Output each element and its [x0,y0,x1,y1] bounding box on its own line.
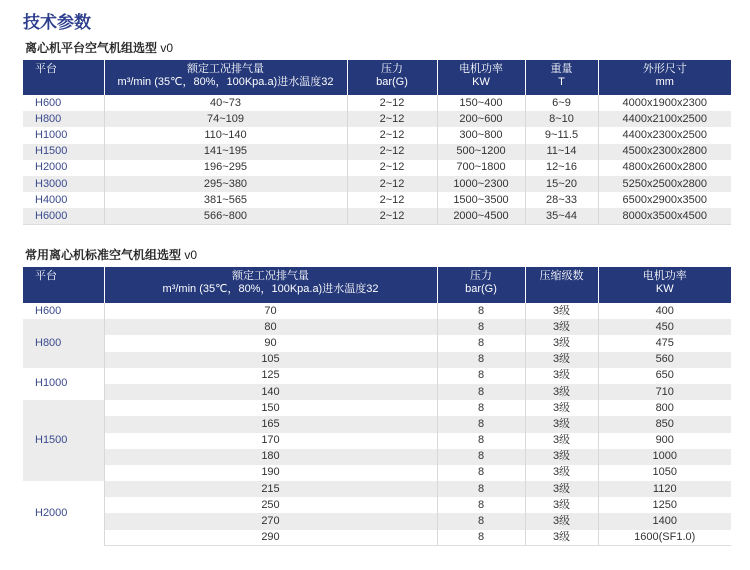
caption-suffix: v0 [160,41,174,55]
column-header [104,60,347,95]
table-cell: 566~800 [104,208,347,224]
table-row [23,513,731,529]
table-cell: 1250 [598,497,731,513]
column-header [437,60,525,95]
standard-selection-table [23,267,731,546]
table-cell: 3级 [525,481,598,497]
table-cell: 190 [104,465,437,481]
table-cell: 125 [104,368,437,384]
table-cell: 8 [437,303,525,319]
table-cell: 8 [437,416,525,432]
header-line: 外形尺寸 [642,63,687,75]
table-cell: 6500x2900x3500 [598,192,731,208]
table-cell: 2~12 [347,208,437,224]
header-line: 平台 [35,270,57,282]
table-cell: 140 [104,384,437,400]
table-cell: 300~800 [437,127,525,143]
table-row [23,160,731,176]
table-cell: 270 [104,513,437,529]
table-cell: 80 [104,319,437,335]
table-cell: 3级 [525,368,598,384]
table-row [23,433,731,449]
table-cell: 4500x2300x2800 [598,144,731,160]
table-cell: 90 [104,335,437,351]
table-cell: 70 [104,303,437,319]
table2-caption [25,246,197,263]
platform-cell: H600 [23,303,104,319]
table-cell: 105 [104,352,437,368]
table-cell: 1000 [598,449,731,465]
table-cell: 8 [437,352,525,368]
table-cell: 2000~4500 [437,208,525,224]
table-row [23,303,731,319]
header-line: 压力 [381,63,403,75]
table-cell: 3级 [525,433,598,449]
table1-caption [25,39,173,56]
table-cell: 3级 [525,513,598,529]
table-row [23,192,731,208]
table-cell: 3级 [525,416,598,432]
table-row [23,111,731,127]
column-header [347,60,437,95]
header-line: m³/min (35℃，80%，100Kpa.a)进水温度32 [117,76,334,88]
platform-cell: H1000 [23,368,104,400]
table-cell: 2~12 [347,176,437,192]
table-cell: 3级 [525,530,598,546]
table-cell: 9~11.5 [525,127,598,143]
platform-cell: H3000 [23,176,104,192]
table-cell: 295~380 [104,176,347,192]
table-cell: 3级 [525,335,598,351]
platform-cell: H2000 [35,161,68,174]
column-header [23,60,104,95]
table-cell: 8000x3500x4500 [598,208,731,224]
caption-suffix: v0 [184,248,198,262]
table-cell: 8 [437,481,525,497]
table-row [23,319,731,335]
column-header [23,267,104,303]
table-cell: 2~12 [347,127,437,143]
header-line: m³/min (35℃，80%，100Kpa.a)进水温度32 [162,283,379,295]
table-cell: 4400x2300x2500 [598,127,731,143]
table-cell: 3级 [525,449,598,465]
table-cell: 12~16 [525,160,598,176]
table-cell: 8 [437,335,525,351]
header-line: 压力 [470,270,492,282]
table-cell: 8 [437,449,525,465]
table-cell: 28~33 [525,192,598,208]
table-cell: 3级 [525,352,598,368]
table-cell: 4800x2600x2800 [598,160,731,176]
column-header [525,60,598,95]
header-line: 压缩级数 [539,270,584,282]
table-cell: 3级 [525,465,598,481]
header-line: 平台 [35,63,57,75]
table-row [23,384,731,400]
header-line: 额定工况排气量 [232,270,309,282]
table-cell: 800 [598,400,731,416]
table-cell: 250 [104,497,437,513]
platform-cell: H1500 [23,400,104,481]
table-cell: 8 [437,400,525,416]
table-cell: 180 [104,449,437,465]
table-cell: 450 [598,319,731,335]
platform-cell: H800 [23,319,104,368]
table-cell: 8 [437,433,525,449]
table-cell: 2~12 [347,95,437,111]
platform-cell: H1000 [35,128,68,141]
table-cell: 1600(SF1.0) [598,530,731,546]
column-header [525,267,598,303]
header-line: bar(G) [465,283,497,295]
table-cell: 40~73 [104,95,347,111]
table-cell: 650 [598,368,731,384]
table-cell: 400 [598,303,731,319]
header-line: 重量 [550,63,573,75]
table-cell: 15~20 [525,176,598,192]
table-cell: 1000~2300 [437,176,525,192]
header-line: T [558,76,565,88]
header-line: 电机功率 [642,270,687,282]
table-cell: 6~9 [525,95,598,111]
table-cell: 290 [104,530,437,546]
table-row [23,400,731,416]
table-cell: 2~12 [347,144,437,160]
table-row [23,481,731,497]
table-cell: 215 [104,481,437,497]
table-cell: 1050 [598,465,731,481]
platform-cell: H2000 [23,481,104,546]
table-cell: 74~109 [104,111,347,127]
table-cell: 5250x2500x2800 [598,176,731,192]
table-cell: 110~140 [104,127,347,143]
table-cell: 141~195 [104,144,347,160]
table-row [23,352,731,368]
table-cell: 710 [598,384,731,400]
table-row [23,465,731,481]
table-cell: 4400x2100x2500 [598,111,731,127]
header-line: mm [655,76,674,88]
table-row [23,416,731,432]
table-row [23,335,731,351]
header-line: bar(G) [376,76,408,88]
table-cell: 900 [598,433,731,449]
column-header [598,60,731,95]
table-cell: 1500~3500 [437,192,525,208]
table-cell: 35~44 [525,208,598,224]
table-cell: 3级 [525,384,598,400]
table-cell: 8 [437,319,525,335]
table-row [23,530,731,546]
table-cell: 3级 [525,319,598,335]
table-row [23,176,731,192]
header-line: 电机功率 [459,63,503,75]
table-cell: 8 [437,530,525,546]
table-cell: 2~12 [347,111,437,127]
table-cell: 196~295 [104,160,347,176]
table-cell: 3级 [525,497,598,513]
table-cell: 8 [437,497,525,513]
column-header [437,267,525,303]
platform-cell: H1500 [23,144,104,160]
platform-cell: H4000 [35,193,68,206]
table-row [23,368,731,384]
table-cell: 11~14 [525,144,598,160]
table-cell: 8 [437,368,525,384]
caption-text: 常用离心机标准空气机组选型 [25,248,182,262]
table-cell: 150 [104,400,437,416]
table-cell: 2~12 [347,192,437,208]
table-cell: 3级 [525,400,598,416]
column-header [598,267,731,303]
table-cell: 850 [598,416,731,432]
header-line: KW [472,76,490,88]
table-cell: 700~1800 [437,160,525,176]
table-cell: 8 [437,513,525,529]
table-cell: 8 [437,384,525,400]
table-row [23,95,731,111]
table-cell: 8~10 [525,111,598,127]
caption-text: 离心机平台空气机组选型 [25,41,158,55]
table-cell: 8 [437,465,525,481]
table-cell: 2~12 [347,160,437,176]
page-title: 技术参数 [23,13,91,32]
table-cell: 1400 [598,513,731,529]
header-line: KW [655,283,674,295]
table-cell: 4000x1900x2300 [598,95,731,111]
table-row [23,208,731,224]
table-cell: 200~600 [437,111,525,127]
platform-cell: H800 [23,111,104,127]
table-cell: 1120 [598,481,731,497]
table-row [23,144,731,160]
table-cell: 165 [104,416,437,432]
header-line: 额定工况排气量 [187,63,264,75]
table-cell: 3级 [525,303,598,319]
column-header [104,267,437,303]
table-row [23,497,731,513]
platform-cell: H600 [35,96,62,109]
table-cell: 150~400 [437,95,525,111]
table-row [23,449,731,465]
table-cell: 475 [598,335,731,351]
table-row [23,127,731,143]
table-cell: 170 [104,433,437,449]
table-cell: 500~1200 [437,144,525,160]
table-cell: 560 [598,352,731,368]
table-cell: 381~565 [104,192,347,208]
platform-cell: H6000 [23,208,104,224]
platform-selection-table [23,60,731,225]
